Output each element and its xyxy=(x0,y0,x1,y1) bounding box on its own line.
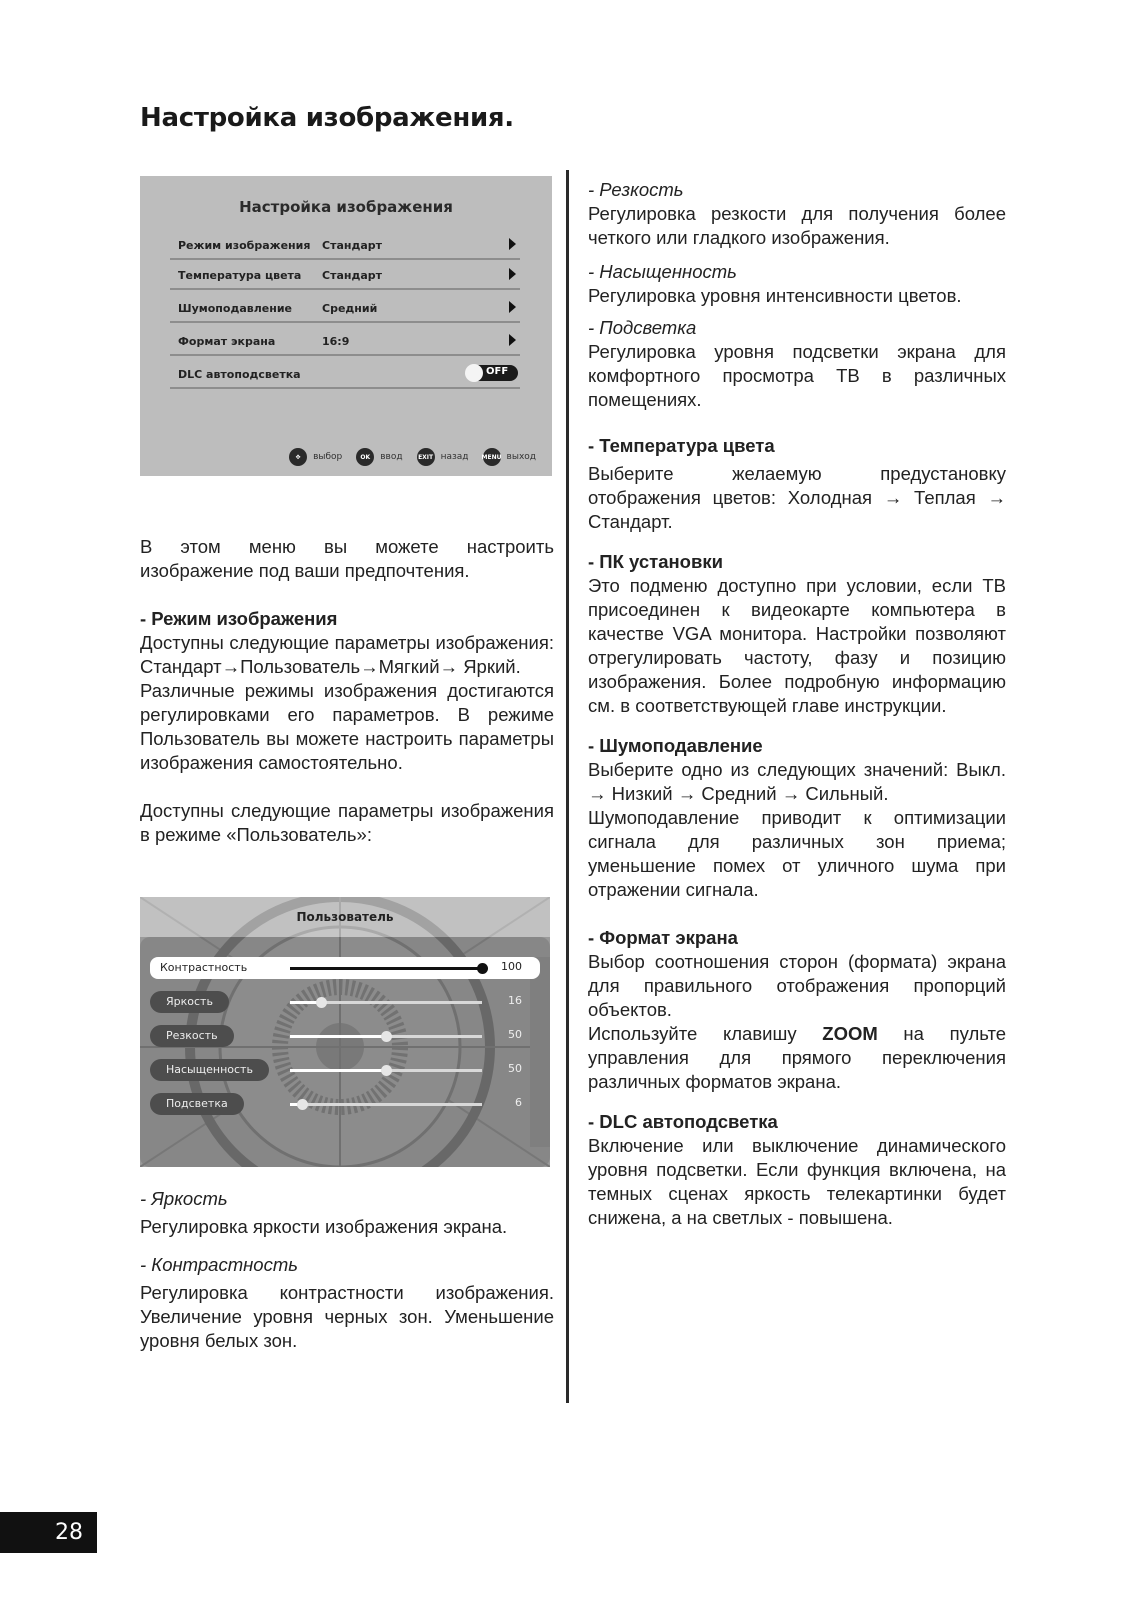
column-divider xyxy=(566,170,569,1403)
menu-row-value: Средний xyxy=(322,302,378,315)
exit-key-icon: EXIT xyxy=(417,448,435,466)
section-heading-noise-reduction: - Шумоподавление xyxy=(588,735,763,756)
slider-track xyxy=(290,1103,482,1106)
slider-fill xyxy=(290,1035,386,1038)
slider-knob xyxy=(297,1099,308,1110)
hint-exit: выход xyxy=(506,452,536,462)
menu-row-label: Шумоподавление xyxy=(178,302,293,315)
slider-backlight xyxy=(150,1093,540,1115)
menu-footer-hints xyxy=(289,448,536,466)
paragraph: Регулировка контрастности изображения. Увеличение уровня черных зон. Уменьшение уровня белых зон. xyxy=(140,1282,554,1351)
paragraph: Выберите одно из следующих значений: Выкл. → Низкий → Средний → Сильный. xyxy=(588,759,1006,804)
toggle-knob xyxy=(465,364,483,382)
paragraph: Выберите желаемую предустановку отображения цветов: Холодная → Теплая → Стандарт. xyxy=(588,463,1006,532)
paragraph: Регулировка яркости изображения экрана. xyxy=(140,1216,508,1237)
page-title: Настройка изображения. xyxy=(140,103,514,133)
arrow-right-icon xyxy=(509,268,516,280)
slider-label: Яркость xyxy=(150,991,229,1013)
slider-value: 6 xyxy=(515,1096,522,1109)
section-heading-contrast: - Контрастность xyxy=(140,1254,298,1275)
slider-knob xyxy=(381,1031,392,1042)
slider-sharpness xyxy=(150,1025,540,1047)
menu-row-screen-format xyxy=(170,324,520,356)
slider-track xyxy=(290,1001,482,1004)
menu-row-label: Режим изображения xyxy=(178,239,311,252)
arrow-right-icon xyxy=(509,334,516,346)
arrow-right-icon xyxy=(509,301,516,313)
menu-row-label: Формат экрана xyxy=(178,335,276,348)
intro-paragraph: В этом меню вы можете настроить изображение под ваши предпочтения. xyxy=(140,536,554,581)
picture-settings-menu-image xyxy=(140,176,552,476)
section-heading-color-temperature: - Температура цвета xyxy=(588,435,775,456)
slider-track xyxy=(290,967,482,970)
right-column xyxy=(588,178,1006,1230)
menu-row-label: Температура цвета xyxy=(178,269,302,282)
slider-label: Резкость xyxy=(150,1025,234,1047)
menu-row-label: DLC автоподсветка xyxy=(178,368,301,381)
text-run: на пульте управления для прямого переключения различных форматов экрана. xyxy=(588,1023,1006,1092)
slider-saturation xyxy=(150,1059,540,1081)
section-heading-sharpness: - Резкость xyxy=(588,179,684,200)
ok-key-icon: OK xyxy=(356,448,374,466)
hint-select: выбор xyxy=(313,452,343,462)
slider-brightness xyxy=(150,991,540,1013)
menu-row-dlc-backlight xyxy=(170,357,520,389)
dlc-toggle xyxy=(466,365,518,381)
paragraph: Регулировка уровня подсветки экрана для комфортного просмотра ТВ в различных помещениях. xyxy=(588,341,1006,410)
menu-key-icon: MENU xyxy=(483,448,501,466)
slider-fill xyxy=(290,967,482,970)
user-picture-settings-image xyxy=(140,897,550,1167)
paragraph: Включение или выключение динамического уровня подсветки. Если функция включена, на темных сценах яркость телекартинки будет снижена, а на светлых - повышена. xyxy=(588,1135,1006,1228)
section-heading-picture-mode: - Режим изображения xyxy=(140,608,338,629)
slider-label: Контрастность xyxy=(160,961,248,974)
dpad-icon: ✥ xyxy=(289,448,307,466)
slider-knob xyxy=(381,1065,392,1076)
slider-value: 50 xyxy=(508,1028,522,1041)
paragraph: Доступны следующие параметры изображения в режиме «Пользователь»: xyxy=(140,800,554,845)
page-number-box xyxy=(0,1512,97,1553)
slider-value: 50 xyxy=(508,1062,522,1075)
hint-enter: ввод xyxy=(380,452,403,462)
section-heading-dlc: - DLC автоподсветка xyxy=(588,1111,778,1132)
left-column xyxy=(140,535,554,847)
menu-row-value: Стандарт xyxy=(322,239,383,252)
paragraph: Регулировка резкости для получения более четкого или гладкого изображения. xyxy=(588,203,1006,248)
hint-back: назад xyxy=(440,452,469,462)
section-heading-saturation: - Насыщенность xyxy=(588,261,737,282)
paragraph: Выбор соотношения сторон (формата) экрана для правильного отображения пропорций объектов. xyxy=(588,951,1006,1020)
slider-label: Подсветка xyxy=(150,1093,244,1115)
left-column-bottom xyxy=(140,1187,554,1353)
paragraph: Доступны следующие параметры изображения: Стандарт→Пользователь→Мягкий→ Яркий. xyxy=(140,632,554,677)
menu-title: Пользователь xyxy=(296,910,394,924)
menu-row-color-temperature xyxy=(170,258,520,290)
paragraph: Это подменю доступно при условии, если ТВ присоединен к видеокарте компьютера в качестве VGA монитора. Настройки позволяют отрегулировать частоту, фазу и позицию изображения. Более подробную информацию см. в соответствующей главе инструкции. xyxy=(588,575,1006,716)
section-heading-screen-format: - Формат экрана xyxy=(588,927,738,948)
section-heading-pc-settings: - ПК установки xyxy=(588,551,723,572)
slider-knob xyxy=(316,997,327,1008)
paragraph: Различные режимы изображения достигаются регулировками его параметров. В режиме Пользователь вы можете настроить параметры изображения самостоятельно. xyxy=(140,680,554,773)
page-number: 28 xyxy=(55,1520,83,1545)
zoom-key-name: ZOOM xyxy=(822,1023,878,1044)
slider-track xyxy=(290,1069,482,1072)
arrow-right-icon xyxy=(509,238,516,250)
slider-track xyxy=(290,1035,482,1038)
slider-fill xyxy=(290,1069,386,1072)
slider-knob xyxy=(477,963,488,974)
paragraph: Шумоподавление приводит к оптимизации сигнала для различных зон приема; уменьшение помех от уличного шума при отражении сигнала. xyxy=(588,807,1006,900)
slider-label: Насыщенность xyxy=(150,1059,269,1081)
slider-value: 100 xyxy=(501,960,522,973)
toggle-state: OFF xyxy=(486,366,509,377)
text-run: Используйте клавишу xyxy=(588,1023,823,1044)
menu-row-noise-reduction xyxy=(170,291,520,323)
slider-contrast xyxy=(150,957,540,979)
section-heading-brightness: - Яркость xyxy=(140,1188,228,1209)
section-heading-backlight: - Подсветка xyxy=(588,317,697,338)
menu-title: Настройка изображения xyxy=(239,198,453,216)
paragraph: Регулировка уровня интенсивности цветов. xyxy=(588,285,962,306)
slider-value: 16 xyxy=(508,994,522,1007)
menu-row-picture-mode xyxy=(170,228,520,260)
menu-row-value: Стандарт xyxy=(322,269,383,282)
paragraph-zoom xyxy=(588,1022,1006,1094)
menu-row-value: 16:9 xyxy=(322,335,350,348)
